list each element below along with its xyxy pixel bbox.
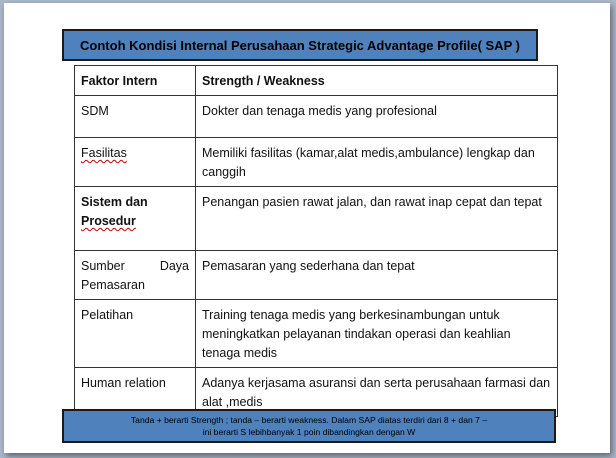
desc-cell: Pemasaran yang sederhana dan tepat xyxy=(196,251,558,300)
factor-cell xyxy=(75,138,196,187)
factor-word-2: Daya xyxy=(159,259,189,273)
title-box xyxy=(62,29,538,61)
table-row xyxy=(75,138,558,187)
desc-cell: Penangan pasien rawat jalan, dan rawat inap cepat dan tepat xyxy=(196,187,558,251)
sap-table xyxy=(74,65,558,417)
table-row xyxy=(75,187,558,251)
factor-cell: SDM xyxy=(75,96,196,138)
table-row xyxy=(75,300,558,368)
factor-line-2: Prosedur xyxy=(81,214,136,228)
slide xyxy=(4,3,610,453)
factor-cell: Human relation xyxy=(75,368,196,417)
factor-cell xyxy=(75,187,196,251)
factor-line-2: Pemasaran xyxy=(81,278,145,292)
table-header-row xyxy=(75,66,558,96)
factor-cell xyxy=(75,251,196,300)
factor-word-1: Sumber xyxy=(81,259,125,273)
factor-cell: Pelatihan xyxy=(75,300,196,368)
footer-line-1: Tanda + berarti Strength ; tanda – berarti weakness. Dalam SAP diatas terdiri dari 8 + dan 7 – xyxy=(130,415,488,425)
header-faktor-intern: Faktor Intern xyxy=(75,66,196,96)
table-row xyxy=(75,96,558,138)
desc-cell: Dokter dan tenaga medis yang profesional xyxy=(196,96,558,138)
desc-cell: Memiliki fasilitas (kamar,alat medis,ambulance) lengkap dan canggih xyxy=(196,138,558,187)
header-strength-weakness: Strength / Weakness xyxy=(196,66,558,96)
factor-text: Fasilitas xyxy=(81,146,127,160)
table-row xyxy=(75,251,558,300)
desc-cell: Training tenaga medis yang berkesinambungan untuk meningkatkan pelayanan tindakan operasi dan keahlian tenaga medis xyxy=(196,300,558,368)
footer-box xyxy=(62,409,556,443)
footer-line-2: ini berarti S lebihbanyak 1 poin dibandingkan dengan W xyxy=(202,427,416,437)
desc-cell: Adanya kerjasama asuransi dan serta perusahaan farmasi dan alat ,medis xyxy=(196,368,558,417)
slide-title: Contoh Kondisi Internal Perusahaan Strategic Advantage Profile( SAP ) xyxy=(80,37,520,53)
factor-line-1: Sistem dan xyxy=(81,195,148,209)
